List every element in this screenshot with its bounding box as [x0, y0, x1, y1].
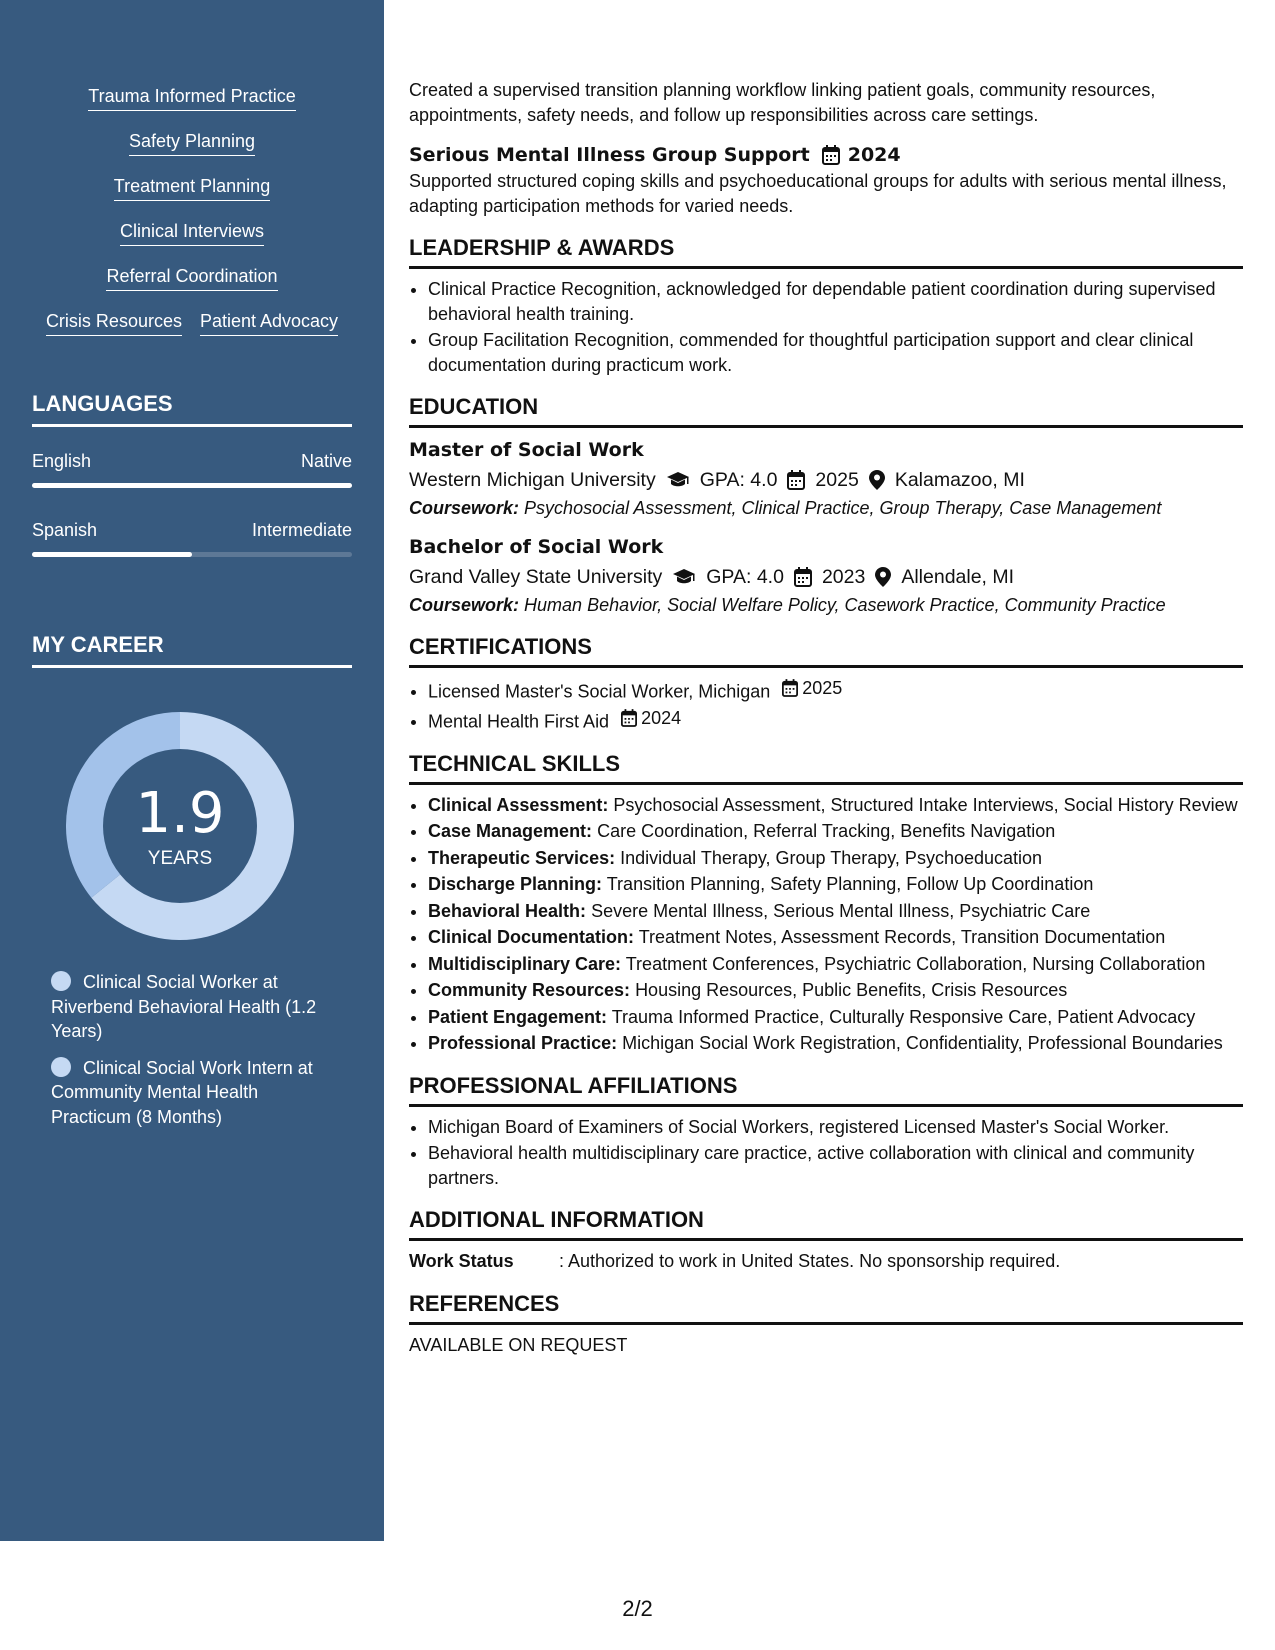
skill-text: Care Coordination, Referral Tracking, Benefits Navigation [597, 821, 1056, 841]
career-item [51, 970, 341, 1044]
bullet-dot-icon [51, 971, 71, 991]
skill-tag: Patient Advocacy [200, 309, 338, 336]
coursework-text: Psychosocial Assessment, Clinical Practice, Group Therapy, Case Management [524, 498, 1162, 518]
map-pin-icon [869, 470, 885, 490]
skill-text: Trauma Informed Practice, Culturally Responsive Care, Patient Advocacy [611, 1006, 1196, 1027]
main-content [409, 78, 1243, 1357]
career-heading: MY CAREER [32, 631, 352, 668]
language-name: Spanish [32, 520, 98, 540]
education-entry [409, 533, 1243, 618]
skill-text: Treatment Conferences, Psychiatric Collaboration, Nursing Collaboration [625, 953, 1206, 974]
skill-text: Severe Mental Illness, Serious Mental Illness, Psychiatric Care [591, 900, 1091, 921]
skill-label: Case Management: [428, 821, 593, 841]
career-list [51, 970, 341, 1141]
skill-tag: Trauma Informed Practice [88, 84, 295, 111]
list-item: • Behavioral health multidisciplinary care practice, active collaboration with clinical and community partners. [428, 1141, 1243, 1190]
language-level: Native [300, 451, 352, 471]
leadership-heading: LEADERSHIP & AWARDS [409, 234, 1243, 269]
work-status-row [409, 1249, 1243, 1274]
references-heading: REFERENCES [409, 1290, 1243, 1325]
language-spanish [32, 518, 352, 557]
language-bar [32, 483, 352, 488]
affiliations-heading: PROFESSIONAL AFFILIATIONS [409, 1072, 1243, 1107]
skill-text: Treatment Notes, Assessment Records, Transition Documentation [638, 927, 1166, 947]
skill-label: Patient Engagement: [428, 1006, 608, 1027]
language-english [32, 449, 352, 488]
degree-meta [409, 464, 1243, 496]
skill-text: Michigan Social Work Registration, Confidentiality, Professional Boundaries [622, 1033, 1223, 1053]
certification-item [428, 676, 1243, 704]
skill-item [428, 872, 1243, 897]
certification-year: 2025 [802, 678, 843, 698]
school-location: Kalamazoo, MI [894, 469, 1025, 491]
coursework-text: Human Behavior, Social Welfare Policy, Casework Practice, Community Practice [524, 594, 1166, 615]
school-location: Allendale, MI [901, 565, 1015, 588]
education-entry [409, 436, 1243, 521]
skill-label: Behavioral Health: [428, 900, 587, 921]
certification-name: Mental Health First Aid [428, 711, 610, 731]
language-bar [32, 552, 352, 557]
certification-name: Licensed Master's Social Worker, Michigan [428, 681, 771, 702]
additional-info-heading: ADDITIONAL INFORMATION [409, 1206, 1243, 1241]
career-item-text: Clinical Social Worker at Riverbend Behavioral Health (1.2 Years) [51, 972, 317, 1041]
skill-item [428, 978, 1243, 1003]
education-heading: EDUCATION [409, 393, 1243, 428]
skill-tag: Crisis Resources [46, 309, 182, 336]
list-item: • Clinical Practice Recognition, acknowledged for dependable patient coordination during supervised behavioral health training. [428, 277, 1243, 326]
career-total: 1.9 [135, 781, 225, 846]
list-item: • Michigan Board of Examiners of Social Workers, registered Licensed Master's Social Worker. [428, 1115, 1243, 1140]
references-text: AVAILABLE ON REQUEST [409, 1334, 628, 1355]
calendar-icon [782, 679, 798, 697]
career-donut-chart [66, 712, 294, 940]
project-title-row [409, 141, 1243, 169]
work-status-label: Work Status [409, 1251, 514, 1271]
career-item [51, 1056, 341, 1130]
skill-label: Clinical Documentation: [428, 927, 635, 947]
graduation-year: 2023 [821, 565, 866, 588]
skill-item [428, 1005, 1243, 1030]
skill-label: Community Resources: [428, 980, 631, 1000]
certifications-heading: CERTIFICATIONS [409, 633, 1243, 668]
skill-tag: Referral Coordination [106, 264, 277, 291]
skill-label: Multidisciplinary Care: [428, 953, 622, 974]
list-item: • Group Facilitation Recognition, commended for thoughtful participation support and clear clinical documentation during practicum work. [428, 328, 1243, 377]
skill-tags [0, 84, 384, 354]
degree-title: Master of Social Work [409, 439, 644, 461]
skill-tag: Treatment Planning [114, 174, 270, 201]
skill-item [428, 899, 1243, 924]
work-status-value: : Authorized to work in United States. No sponsorship required. [559, 1251, 1061, 1271]
leadership-list [409, 277, 1243, 377]
school-name: Grand Valley State University [409, 565, 663, 588]
language-level: Intermediate [251, 520, 352, 540]
certification-item [428, 706, 1243, 734]
technical-skills-heading: TECHNICAL SKILLS [409, 750, 1243, 785]
certification-year: 2024 [641, 707, 682, 728]
skill-label: Professional Practice: [428, 1033, 618, 1053]
calendar-icon [621, 709, 637, 727]
career-item-text: Clinical Social Work Intern at Community Mental Health Practicum (8 Months) [51, 1057, 313, 1127]
degree-title: Bachelor of Social Work [409, 535, 664, 558]
coursework-label: Coursework: [409, 498, 520, 518]
skill-text: Transition Planning, Safety Planning, Follow Up Coordination [606, 874, 1094, 894]
graduation-year: 2025 [815, 469, 859, 491]
gpa: GPA: 4.0 [699, 469, 778, 491]
skill-item [428, 952, 1243, 977]
certifications-list [409, 676, 1243, 734]
skill-text: Housing Resources, Public Benefits, Crisis Resources [635, 980, 1068, 1000]
language-bar-fill [32, 552, 192, 557]
coursework [409, 496, 1243, 521]
language-name: English [32, 451, 92, 471]
project-year: 2024 [847, 144, 901, 166]
skill-tag: Clinical Interviews [120, 219, 264, 246]
graduation-cap-icon [672, 568, 696, 586]
project-title: Serious Mental Illness Group Support [409, 144, 810, 166]
skill-item [428, 819, 1243, 844]
coursework [409, 593, 1243, 618]
bullet-dot-icon [51, 1057, 71, 1077]
sidebar [0, 0, 384, 1541]
intro-text: Created a supervised transition planning workflow linking patient goals, community resources, appointments, safety needs, and follow up responsibilities across care settings. [409, 80, 1156, 125]
skill-label: Therapeutic Services: [428, 847, 616, 868]
calendar-icon [787, 470, 805, 490]
technical-skills-list [409, 793, 1243, 1056]
skill-item [428, 925, 1243, 950]
project-description: Supported structured coping skills and psychoeducational groups for adults with serious mental illness, adapting participation methods for varied needs. [409, 171, 1227, 216]
skill-tag: Safety Planning [129, 129, 255, 156]
graduation-cap-icon [666, 471, 690, 489]
affiliations-list [409, 1115, 1243, 1191]
map-pin-icon [875, 567, 891, 587]
skill-text: Psychosocial Assessment, Structured Intake Interviews, Social History Review [613, 794, 1238, 815]
calendar-icon [822, 145, 840, 165]
career-unit: YEARS [147, 848, 213, 869]
skill-item [428, 846, 1243, 871]
language-bar-fill [32, 483, 352, 488]
skill-label: Discharge Planning: [428, 874, 603, 894]
skill-item [428, 793, 1243, 818]
calendar-icon [794, 567, 812, 587]
school-name: Western Michigan University [409, 469, 656, 491]
degree-meta [409, 561, 1243, 593]
coursework-label: Coursework: [409, 594, 520, 615]
skill-item [428, 1031, 1243, 1056]
project-date [822, 141, 901, 169]
languages-heading: LANGUAGES [32, 390, 352, 427]
skill-label: Clinical Assessment: [428, 794, 609, 815]
gpa: GPA: 4.0 [706, 565, 784, 588]
skill-text: Individual Therapy, Group Therapy, Psychoeducation [620, 847, 1043, 868]
page-number: 2/2 [622, 1596, 653, 1621]
